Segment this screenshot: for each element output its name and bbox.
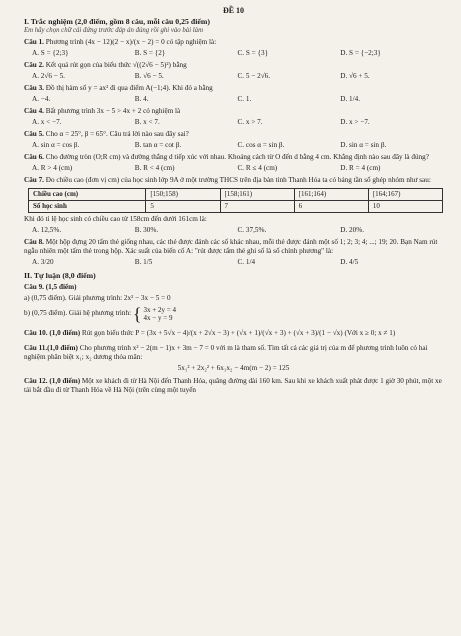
table-cell: 5 bbox=[146, 201, 220, 213]
question-text: Đo chiều cao (đơn vị cm) của học sinh lớp 9A ở một trường THCS trên địa bàn tỉnh Thanh Hóa ta có bảng tần số ghép nhóm như sau: bbox=[45, 176, 431, 185]
question-followup: Khi đó tỉ lệ học sinh có chiều cao từ 158cm đến dưới 161cm là: bbox=[24, 215, 207, 224]
question-2 bbox=[24, 61, 443, 81]
question-6 bbox=[24, 153, 443, 173]
answer-options bbox=[24, 95, 443, 104]
answer-option-b: B. 1/5 bbox=[134, 258, 153, 267]
answer-option-a: A. R > 4 (cm) bbox=[32, 164, 73, 173]
answer-option-c: C. S = {3} bbox=[237, 49, 269, 58]
table-cell: Chiều cao (cm) bbox=[29, 189, 146, 201]
answer-options bbox=[24, 49, 443, 58]
answer-option-d: D. √6 + 5. bbox=[340, 72, 370, 81]
table-cell: [150;158) bbox=[146, 189, 220, 201]
answer-options bbox=[24, 118, 443, 127]
q9b: b) (0,75 điểm). Giải hệ phương trình: { 3x + 2y = 4 4x − y = 9 bbox=[24, 303, 176, 324]
answer-option-d: D. sin α = sin β. bbox=[340, 141, 387, 150]
answer-option-d: D. R = 4 (cm) bbox=[340, 164, 381, 173]
question-label: Câu 6. bbox=[24, 153, 44, 162]
question-7 bbox=[24, 176, 443, 235]
table-row bbox=[29, 201, 443, 213]
answer-option-c: C. 37,5%. bbox=[237, 226, 267, 235]
answer-option-b: B. S = {2} bbox=[134, 49, 166, 58]
answer-option-a: A. −4. bbox=[32, 95, 51, 104]
table-cell: 7 bbox=[220, 201, 294, 213]
table-cell: [161;164) bbox=[294, 189, 368, 201]
answer-option-d: D. 1/4. bbox=[340, 95, 361, 104]
answer-option-b: B. tan α = cot β. bbox=[134, 141, 182, 150]
question-3 bbox=[24, 84, 443, 104]
question-text: Kết quả rút gọn của biểu thức √((2√6 − 5)²) bằng bbox=[45, 61, 187, 70]
q9b-eq2: 4x − y = 9 bbox=[143, 313, 173, 322]
q11-equation: 5x₁² + 2x₂² + 6x₁x₂ − 4m(m − 2) = 125 bbox=[177, 363, 290, 372]
question-label: Câu 3. bbox=[24, 84, 44, 93]
q12: Câu 12. (1,0 điểm) Một xe khách đi từ Hà Nội đến Thanh Hóa, quãng đường dài 160 km. Sau khi xe khách xuất phát được 1 giờ 30 phút, một xe tải bắt đầu đi từ Thanh Hóa về Hà Nội (trên cùng một tuyến bbox=[24, 376, 442, 394]
answer-options bbox=[24, 141, 443, 150]
q10-expression: (3x + 5√x − 4)/(x + 2√x − 3) + (√x + 1)/(√x + 3) + (√x + 3)/(1 − √x) bbox=[146, 328, 343, 337]
answer-option-c: C. 1. bbox=[237, 95, 252, 104]
answer-option-c: C. cos α = sin β. bbox=[237, 141, 285, 150]
answer-option-d: D. x > −7. bbox=[340, 118, 370, 127]
question-8 bbox=[24, 238, 443, 267]
answer-option-a: A. S = {2;3} bbox=[32, 49, 69, 58]
answer-option-a: A. x < −7. bbox=[32, 118, 62, 127]
question-label: Câu 5. bbox=[24, 130, 44, 139]
answer-option-b: B. 30%. bbox=[134, 226, 159, 235]
question-label: Câu 2. bbox=[24, 61, 44, 70]
answer-option-b: B. x < 7. bbox=[134, 118, 160, 127]
table-cell: 6 bbox=[294, 201, 368, 213]
q11: Câu 11.(1,0 điểm) Cho phương trình x² − 2(m − 1)x + 3m − 7 = 0 với m là tham số. Tìm tất cả các giá trị của m để phương trình luôn có hai nghiệm phân biệt x₁; x₂ dương thỏa mãn: bbox=[24, 343, 428, 361]
question-1 bbox=[24, 38, 443, 58]
question-4 bbox=[24, 107, 443, 127]
question-text: Cho α = 25°, β = 65°. Câu trả lời nào sau đây sai? bbox=[45, 130, 189, 139]
answer-option-a: A. sin α = cos β. bbox=[32, 141, 80, 150]
q9-title: Câu 9. (1,5 điểm) bbox=[24, 282, 77, 291]
answer-option-b: B. 4. bbox=[134, 95, 149, 104]
question-text: Bất phương trình 3x − 5 > 4x + 2 có nghiệm là bbox=[45, 107, 181, 116]
answer-option-c: C. x > 7. bbox=[237, 118, 263, 127]
question-text: Một hộp đựng 20 tấm thẻ giống nhau, các thẻ được đánh các số khác nhau, mỗi thẻ được đánh một số 1; 2; 3; 4; ...; 19; 20. Bạn Nam rút ngẫu nhiên một tấm thẻ trong hộp. Xác suất của biến cố A: "rút được tấm thẻ ghi số là số chính phương" là: bbox=[24, 238, 438, 256]
part2-title: II. Tự luận (8,0 điểm) bbox=[24, 271, 96, 281]
question-5 bbox=[24, 130, 443, 150]
answer-option-c: C. 1/4 bbox=[237, 258, 256, 267]
table-cell: Số học sinh bbox=[29, 201, 146, 213]
table-cell: [164;167) bbox=[368, 189, 442, 201]
question-text: Phương trình (4x − 12)(2 − x)/(x − 2) = 0 có tập nghiệm là: bbox=[45, 38, 217, 47]
answer-option-a: A. 3/20 bbox=[32, 258, 54, 267]
table-header-row bbox=[29, 189, 443, 201]
question-list bbox=[24, 38, 443, 267]
q9b-eq1: 3x + 2y = 4 bbox=[143, 305, 176, 314]
answer-option-d: D. 4/5 bbox=[340, 258, 359, 267]
part1-note: Em hãy chọn chữ cái đứng trước đáp án đúng rồi ghi vào bài làm bbox=[24, 26, 203, 34]
question-label: Câu 8. bbox=[24, 238, 44, 247]
answer-option-d: D. S = {−2;3} bbox=[340, 49, 381, 58]
question-label: Câu 1. bbox=[24, 38, 44, 47]
table-cell: 10 bbox=[368, 201, 442, 213]
answer-option-a: A. 12,5%. bbox=[32, 226, 62, 235]
answer-option-d: D. 20%. bbox=[340, 226, 365, 235]
question-label: Câu 7. bbox=[24, 176, 44, 185]
answer-option-a: A. 2√6 − 5. bbox=[32, 72, 65, 81]
answer-options bbox=[24, 226, 443, 235]
q10: Câu 10. (1,0 điểm) Rút gọn biểu thức P = (3x + 5√x − 4)/(x + 2√x − 3) + (√x + 1)/(√x + 3) + (√x + 3)/(1 − √x) (Với x ≥ 0; x ≠ 1) bbox=[24, 328, 396, 337]
question-text: Đồ thị hàm số y = ax² đi qua điểm A(−1;4). Khi đó a bằng bbox=[45, 84, 213, 93]
answer-option-c: C. R ≤ 4 (cm) bbox=[237, 164, 278, 173]
system-of-equations: { 3x + 2y = 4 4x − y = 9 bbox=[132, 303, 176, 324]
question-text: Cho đường tròn (O;R cm) và đường thẳng d tiếp xúc với nhau. Khoảng cách từ O đến d bằng 4 cm. Khẳng định nào sau đây là đúng? bbox=[45, 153, 429, 162]
answer-options bbox=[24, 164, 443, 173]
answer-option-b: B. √6 − 5. bbox=[134, 72, 164, 81]
q9a: a) (0,75 điểm). Giải phương trình: 2x² − 3x − 5 = 0 bbox=[24, 293, 171, 302]
answer-options bbox=[24, 72, 443, 81]
answer-option-b: B. R < 4 (cm) bbox=[134, 164, 175, 173]
part1-title: I. Trắc nghiệm (2,0 điểm, gồm 8 câu, mỗi câu 0,25 điểm) bbox=[24, 17, 210, 26]
frequency-table bbox=[28, 188, 443, 213]
exam-title: ĐỀ 10 bbox=[222, 6, 245, 15]
q10-condition: (Với x ≥ 0; x ≠ 1) bbox=[344, 328, 396, 337]
table-cell: [158;161) bbox=[220, 189, 294, 201]
answer-options bbox=[24, 258, 443, 267]
answer-option-c: C. 5 − 2√6. bbox=[237, 72, 271, 81]
question-label: Câu 4. bbox=[24, 107, 44, 116]
